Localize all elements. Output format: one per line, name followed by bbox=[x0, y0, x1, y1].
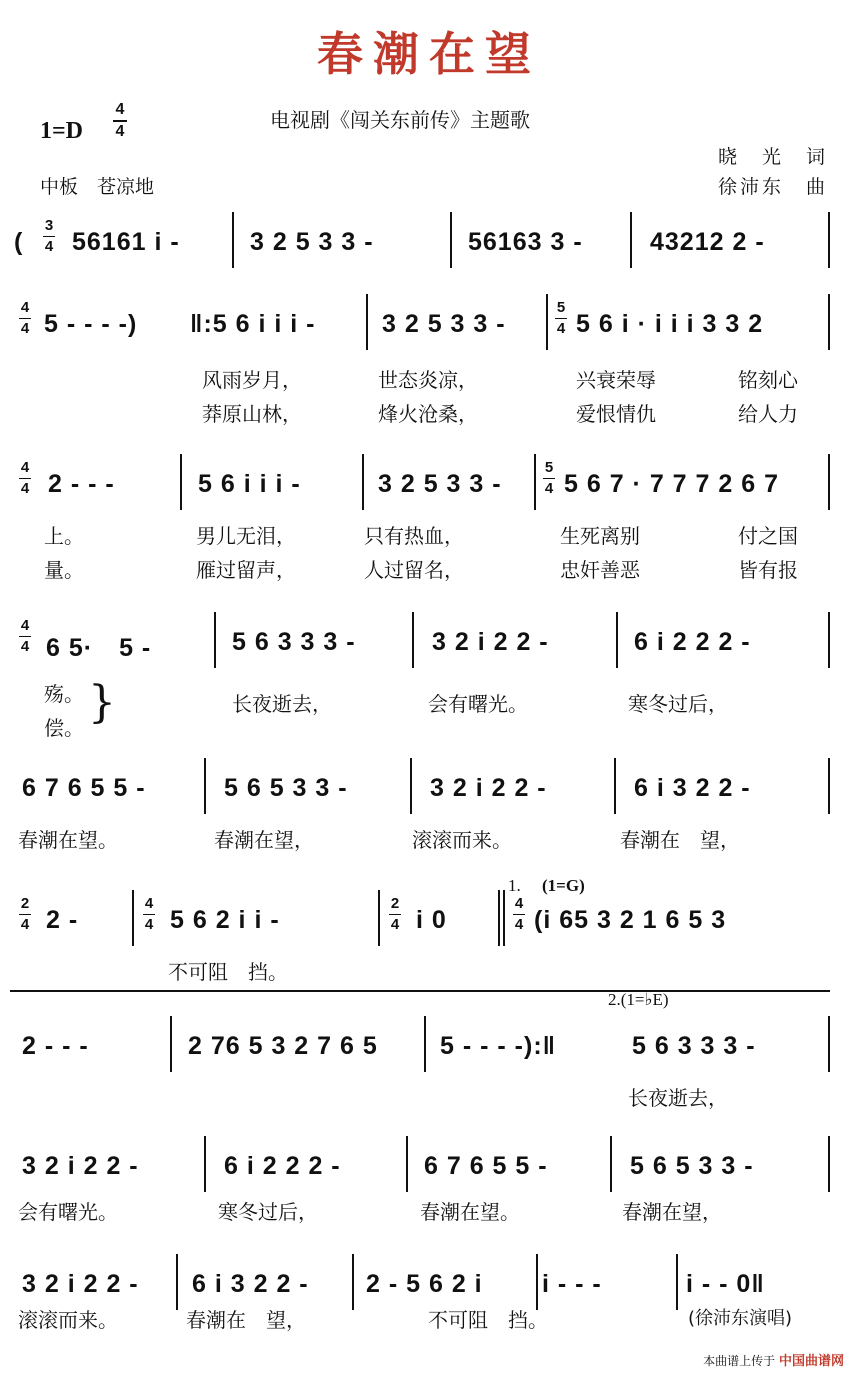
barline bbox=[828, 612, 830, 668]
barline bbox=[176, 1254, 178, 1310]
barline bbox=[204, 758, 206, 814]
lyric-line-1: 上。 bbox=[44, 524, 84, 548]
lyric-line-1: 春潮在望。 bbox=[18, 828, 118, 852]
lyric-line-1: 寒冬过后， bbox=[628, 692, 728, 716]
barline bbox=[450, 212, 452, 268]
measure: 6 i 2 2 2 - bbox=[224, 1152, 341, 1180]
measure: 3 2 i 2 2 - bbox=[432, 628, 549, 656]
barline bbox=[828, 294, 830, 350]
measure: 6 7 6 5 5 - bbox=[22, 774, 146, 802]
measure: 3 2 i 2 2 - bbox=[22, 1152, 139, 1180]
barline bbox=[676, 1254, 678, 1310]
barline bbox=[366, 294, 368, 350]
score-system-7 bbox=[0, 990, 858, 1110]
time-signature: 5 4 bbox=[544, 459, 554, 497]
barline bbox=[232, 212, 234, 268]
watermark-brand: 中国曲谱网 bbox=[778, 1354, 844, 1369]
performer-credit: (徐沛东演唱) bbox=[688, 1308, 793, 1329]
lyric-line-2: 人过留名， bbox=[364, 558, 464, 582]
barline bbox=[180, 454, 182, 510]
measure: 3 2 5 3 3 - bbox=[250, 228, 374, 256]
barline bbox=[362, 454, 364, 510]
measure: 5 6 5 3 3 - bbox=[224, 774, 348, 802]
lyric-line-2: 给人力 bbox=[738, 402, 798, 426]
lyric-line-2: 皆有报 bbox=[738, 558, 798, 582]
measure: 5 6 i i i - bbox=[198, 470, 301, 498]
lyric-line-1: 春潮在 望， bbox=[620, 828, 740, 852]
time-signature: 4 4 bbox=[20, 617, 30, 655]
measure: i 0 bbox=[416, 906, 447, 934]
measure: 2 76 5 3 2 7 6 5 bbox=[188, 1032, 378, 1060]
measure: 56161 i - bbox=[72, 228, 180, 256]
lyric-line-1: 殇。 bbox=[44, 682, 84, 706]
tempo-marking: 中板 苍凉地 bbox=[40, 176, 155, 198]
lyric-line-2: 雁过留声， bbox=[196, 558, 296, 582]
lyric-line-1: 男儿无泪， bbox=[196, 524, 296, 548]
barline bbox=[410, 758, 412, 814]
barline bbox=[170, 1016, 172, 1072]
lyric-line-1: 付之国 bbox=[738, 524, 798, 548]
measure: (i 65 3 2 1 6 5 3 bbox=[534, 906, 727, 934]
lyric-line-1: 世态炎凉， bbox=[378, 368, 478, 392]
measure: 56163 3 - bbox=[468, 228, 583, 256]
key-signature: 1=D bbox=[40, 118, 84, 144]
measure: 43212 2 - bbox=[650, 228, 765, 256]
verse-brace: } bbox=[88, 677, 116, 728]
barline bbox=[352, 1254, 354, 1310]
barline bbox=[132, 890, 134, 946]
lyric-line-2: 莽原山林， bbox=[202, 402, 302, 426]
barline bbox=[630, 212, 632, 268]
time-signature: 3 4 bbox=[44, 217, 54, 255]
lyric-line-1: 长夜逝去， bbox=[628, 1086, 728, 1110]
measure: i - - - bbox=[542, 1270, 602, 1298]
time-signature: 2 4 bbox=[390, 895, 400, 933]
score-system-3 bbox=[0, 454, 858, 582]
measure: 5 6 3 3 3 - bbox=[632, 1032, 756, 1060]
score-system-4 bbox=[0, 612, 858, 740]
measure: 6 5· 5 - bbox=[46, 634, 152, 662]
score-system-8 bbox=[0, 1136, 858, 1224]
barline bbox=[534, 454, 536, 510]
measure: 3 2 i 2 2 - bbox=[430, 774, 547, 802]
barline bbox=[503, 890, 505, 946]
lyric-line-1: 兴衰荣辱 bbox=[576, 368, 656, 392]
measure: 5 6 3 3 3 - bbox=[232, 628, 356, 656]
measure: 3 2 i 2 2 - bbox=[22, 1270, 139, 1298]
barline bbox=[828, 758, 830, 814]
lyric-line-1: 春潮在望， bbox=[214, 828, 314, 852]
system-separator bbox=[10, 990, 830, 992]
lyric-line-1: 寒冬过后， bbox=[218, 1200, 318, 1224]
lyric-line-1: 铭刻心 bbox=[738, 368, 798, 392]
measure: 2 - 5 6 2 i bbox=[366, 1270, 483, 1298]
barline bbox=[204, 1136, 206, 1192]
lyric-line-1: 会有曙光。 bbox=[18, 1200, 118, 1224]
measure: 5 6 5 3 3 - bbox=[630, 1152, 754, 1180]
time-signature: 4 4 bbox=[113, 100, 127, 142]
time-signature: 2 4 bbox=[20, 895, 30, 933]
barline bbox=[412, 612, 414, 668]
source-watermark bbox=[703, 1350, 844, 1369]
lyric-line-1: 风雨岁月， bbox=[202, 368, 302, 392]
barline bbox=[214, 612, 216, 668]
barline bbox=[616, 612, 618, 668]
lyric-line-1: 滚滚而来。 bbox=[18, 1308, 118, 1332]
lyric-line-2: 忠奸善恶 bbox=[560, 558, 640, 582]
song-title: 春潮在望 bbox=[317, 27, 541, 81]
measure: 2 - - - bbox=[48, 470, 115, 498]
measure: 6 7 6 5 5 - bbox=[424, 1152, 548, 1180]
composer-credit: 徐沛东 曲 bbox=[717, 176, 828, 198]
score-system-1 bbox=[0, 212, 858, 270]
measure: 5 - - - -) bbox=[44, 310, 138, 338]
measure: 5 - - - -):‖ bbox=[440, 1032, 557, 1060]
lyric-line-1: 滚滚而来。 bbox=[412, 828, 512, 852]
barline bbox=[828, 1016, 830, 1072]
measure: 5 6 2 i i - bbox=[170, 906, 280, 934]
lyric-line-2: 烽火沧桑， bbox=[378, 402, 478, 426]
score-system-5 bbox=[0, 758, 858, 852]
time-signature: 4 4 bbox=[514, 895, 524, 933]
barline bbox=[378, 890, 380, 946]
measure: 6 i 3 2 2 - bbox=[634, 774, 751, 802]
measure: i - - 0‖ bbox=[686, 1270, 765, 1298]
volta-1-key: (1=G) bbox=[542, 876, 585, 895]
measure: 3 2 5 3 3 - bbox=[378, 470, 502, 498]
barline bbox=[828, 1136, 830, 1192]
lyric-line-1: 春潮在 望， bbox=[186, 1308, 306, 1332]
lyric-line-1: 春潮在望， bbox=[622, 1200, 722, 1224]
lyric-line-1: 会有曙光。 bbox=[428, 692, 528, 716]
barline bbox=[828, 212, 830, 268]
measure: 2 - - - bbox=[22, 1032, 89, 1060]
lyric-line-1: 春潮在望。 bbox=[420, 1200, 520, 1224]
volta-2-label: 2.(1=♭E) bbox=[608, 990, 669, 1009]
volta-1-number: 1. bbox=[508, 876, 521, 895]
lyric-line-1: 不可阻 挡。 bbox=[168, 960, 288, 984]
barline bbox=[498, 890, 500, 946]
score-system-2 bbox=[0, 294, 858, 426]
watermark-text: 本曲谱上传于 bbox=[703, 1354, 776, 1368]
barline bbox=[828, 454, 830, 510]
barline bbox=[610, 1136, 612, 1192]
score-system-6 bbox=[0, 876, 858, 984]
barline bbox=[614, 758, 616, 814]
barline bbox=[546, 294, 548, 350]
lyric-line-1: 生死离别 bbox=[560, 524, 640, 548]
lyric-line-2: 偿。 bbox=[44, 716, 84, 740]
lyric-line-1: 只有热血， bbox=[364, 524, 464, 548]
time-signature: 5 4 bbox=[556, 299, 566, 337]
lyric-line-1: 不可阻 挡。 bbox=[428, 1308, 548, 1332]
measure: 2 - bbox=[46, 906, 79, 934]
barline bbox=[536, 1254, 538, 1310]
score-system-9 bbox=[0, 1254, 858, 1332]
measure: 3 2 5 3 3 - bbox=[382, 310, 506, 338]
barline bbox=[406, 1136, 408, 1192]
opening-paren: ( bbox=[14, 228, 24, 256]
lyricist-credit: 晓 光 词 bbox=[717, 146, 828, 168]
measure: 6 i 2 2 2 - bbox=[634, 628, 751, 656]
measure: 5 6 7 · 7 7 7 2 6 7 bbox=[564, 470, 779, 498]
measure: ‖:5 6 i i i - bbox=[190, 310, 316, 338]
measure: 6 i 3 2 2 - bbox=[192, 1270, 309, 1298]
barline bbox=[424, 1016, 426, 1072]
lyric-line-2: 量。 bbox=[44, 558, 84, 582]
time-signature: 4 4 bbox=[20, 459, 30, 497]
song-subtitle: 电视剧《闯关东前传》主题歌 bbox=[270, 108, 530, 132]
time-signature: 4 4 bbox=[20, 299, 30, 337]
time-signature: 4 4 bbox=[144, 895, 154, 933]
measure: 5 6 i · i i i 3 3 2 bbox=[576, 310, 764, 338]
lyric-line-1: 长夜逝去， bbox=[232, 692, 332, 716]
lyric-line-2: 爱恨情仇 bbox=[576, 402, 656, 426]
